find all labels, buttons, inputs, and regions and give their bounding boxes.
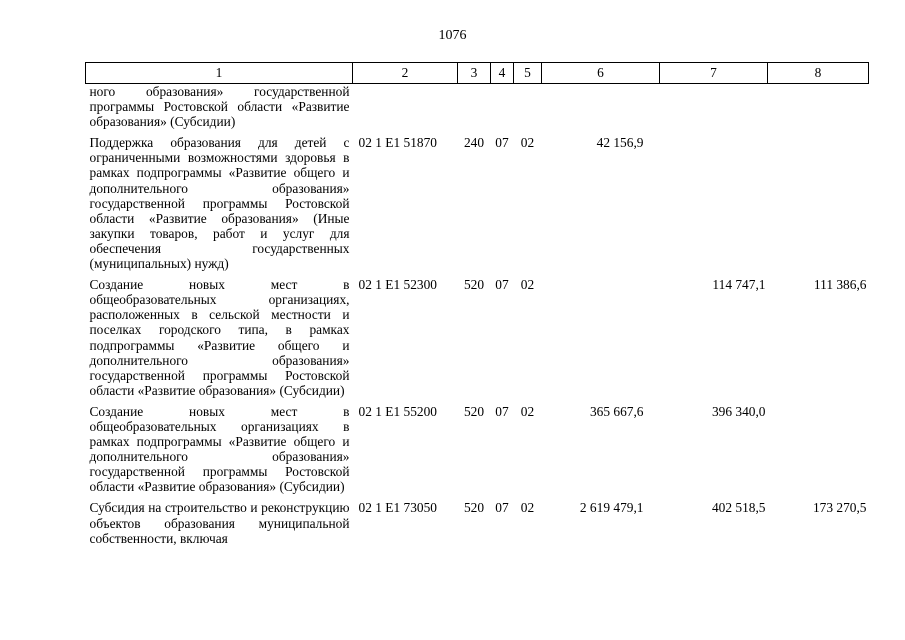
budget-table xyxy=(85,62,869,546)
row-subsection: 02 xyxy=(520,277,535,293)
row-description: Создание новых мест в общеобразовательных организациях, расположенных в сельской местности и поселках городского типа, в рамках подпрограммы «Развитие общего и дополнительного образования» государственной программы Ростовской области «Развитие образования» (Субсидии) xyxy=(89,277,350,398)
row-amount-col8: 173 270,5 xyxy=(812,500,867,516)
row-code: 02 1 E1 73050 xyxy=(358,500,437,516)
row-subsection: 02 xyxy=(520,500,535,516)
row-code: 02 1 E1 55200 xyxy=(358,403,437,419)
page-number: 1076 xyxy=(438,28,467,43)
column-header-8: 8 xyxy=(768,63,869,84)
column-header-5: 5 xyxy=(514,63,542,84)
table-header-row xyxy=(86,63,869,84)
table-row xyxy=(86,84,869,130)
row-amount-col7: 396 340,0 xyxy=(711,403,766,419)
row-subsection: 02 xyxy=(520,403,535,419)
column-header-2: 2 xyxy=(353,63,458,84)
column-header-3: 3 xyxy=(458,63,491,84)
row-amount-col6: 365 667,6 xyxy=(589,403,644,419)
row-amount-col7 xyxy=(660,129,768,271)
row-amount-col8: 111 386,6 xyxy=(813,277,867,293)
row-amount-col8 xyxy=(768,84,869,130)
row-expense-type: 520 xyxy=(463,277,485,293)
table-row xyxy=(86,129,869,271)
row-expense-type: 520 xyxy=(463,403,485,419)
column-header-1: 1 xyxy=(86,63,353,84)
row-expense-type xyxy=(458,84,491,130)
row-amount-col7: 402 518,5 xyxy=(711,500,766,516)
row-section: 07 xyxy=(495,277,509,293)
column-header-7: 7 xyxy=(660,63,768,84)
row-code xyxy=(353,84,458,130)
row-section: 07 xyxy=(495,500,509,516)
row-code: 02 1 E1 51870 xyxy=(358,135,437,151)
row-subsection: 02 xyxy=(520,135,535,151)
table-row xyxy=(86,398,869,495)
row-amount-col6: 42 156,9 xyxy=(596,135,644,151)
row-expense-type: 240 xyxy=(463,135,485,151)
row-section xyxy=(491,84,514,130)
table-row xyxy=(86,271,869,398)
row-subsection xyxy=(514,84,542,130)
row-description: Субсидия на строительство и реконструкцию объектов образования муниципальной собственности, включая xyxy=(89,500,350,546)
table-row xyxy=(86,494,869,545)
row-section: 07 xyxy=(495,135,509,151)
row-description: Создание новых мест в общеобразовательных организациях в рамках подпрограммы «Развитие общего и дополнительного образования» государственной программы Ростовской области «Развитие образования» (Субсидии) xyxy=(89,403,350,495)
row-description: ного образования» государственной программы Ростовской области «Развитие образования» (Субсидии) xyxy=(89,84,350,130)
row-amount-col6 xyxy=(542,84,660,130)
row-description: Поддержка образования для детей с ограниченными возможностями здоровья в рамках подпрограммы «Развитие общего и дополнительного образования» государственной программы Ростовской области «Развитие образования» (Иные закупки товаров, работ и услуг для обеспечения государственных (муниципальных) нужд) xyxy=(89,135,350,272)
row-amount-col6 xyxy=(542,271,660,398)
row-amount-col7: 114 747,1 xyxy=(712,277,766,293)
column-header-6: 6 xyxy=(542,63,660,84)
row-amount-col6: 2 619 479,1 xyxy=(579,500,644,516)
row-amount-col7 xyxy=(660,84,768,130)
row-amount-col8 xyxy=(768,398,869,495)
column-header-4: 4 xyxy=(491,63,514,84)
row-amount-col8 xyxy=(768,129,869,271)
row-section: 07 xyxy=(495,403,509,419)
row-expense-type: 520 xyxy=(463,500,485,516)
row-code: 02 1 E1 52300 xyxy=(358,277,437,293)
